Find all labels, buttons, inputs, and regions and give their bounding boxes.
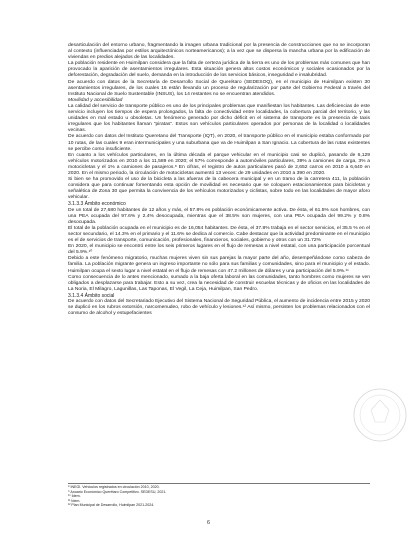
paragraph-labor-displacement: Como consecuencia de lo antes mencionado, sumado a la baja oferta laboral en las comunidades, tanto hombres como mujeres se ven obligados a desplazarse para trabajar. Esto a su vez, crea la necesidad de construir escuelas técnicas y de oficios en las localidades de La Noria, El Milagro, Lagunillas, Las Taponas, El Vegil, La Ceja, Huimilpan, San Pedro. bbox=[68, 274, 370, 292]
paragraph-pea: De un total de 27,680 habitantes de 12 años y más, el 57.8% es población económicamente activa. De ésta, el 61.5% son hombres, con una PEA ocupada del 97.6% y 2.4% desocupada, mientras que el 38.5% son mujeres, con una PEA ocupada del 99.2% y 0.8% desocupada. bbox=[68, 207, 370, 225]
paragraph-land-tenure: La población residente en Huimilpan considera que la falta de certeza jurídica de la tierra es uno de los problemas más comunes que han provocado la aparición de asentamientos irregulares. Esta situación genera altos costos económicos y sociales ocasionados por la deforestación, degradación del suelo, demanda en la introducción de los servicios básicos, inseguridad e insalubridad. bbox=[68, 61, 370, 79]
paragraph-public-security: De acuerdo con datos del Secretariado Ejecutivo del Sistema Nacional de Seguridad Pública, el aumento de incidencia entre 2015 y 2020 se duplicó en los rubros extorsión, narcomenudeo, robo de vehículo y lesiones.¹² Así mismo, persisten los problemas relacionados con el consumo de alcohol y estupefacientes bbox=[68, 299, 370, 317]
paragraph-irregular-settlements: De acuerdo con datos de la Secretaría de Desarrollo Social de Querétaro (SEDESOQ), en el municipio de Huimilpan existen 30 asentamientos irregulares, de los cuales 16 están llevando un proceso de regularización por parte del Gobierno Federal a través del Instituto Nacional de Suelo Sustentable (INSUS), los 14 restantes no se encuentran atendidos. bbox=[68, 79, 370, 97]
paragraph-bicycle: Si bien se ha promovido el uso de la bicicleta a las afueras de la cabecera municipal y en un tramo de la carretera 411, la población considera que para continuar fomentando esta opción de movilidad es necesario que se coloquen estacionamientos para bicicletas y señalética de Zona 30 que permita la convivencia de los vehículos motorizados y ciclistas, sobre todo en las localidades de mayor aforo vehicular. bbox=[68, 177, 370, 201]
document-body bbox=[68, 43, 370, 317]
footnote: ¹² Plan Municipal de Desarrollo, Huimilpan 2021-2024. bbox=[68, 503, 155, 508]
section-title-mobility: Movilidad y accesibilidad bbox=[68, 97, 123, 103]
footnote: ⁹ Anuario Económico Querétaro Competitivo. SEDESU, 2021. bbox=[68, 489, 167, 494]
official-seal-watermark bbox=[349, 370, 411, 460]
page-number: 6 bbox=[206, 520, 211, 526]
section-heading-economic: 3.1.3.3 Ámbito económico bbox=[68, 201, 126, 208]
paragraph-public-transport: La calidad del servicio de transporte público es uno de los principales problemas que manifiestan los habitantes. Las deficiencias de este servicio incluyen los tiempos de espera prolongados, la falta de conectividad entre localidades, la cobertura parcial del territorio, y las unidades en mal estado u obsoletas. Un fenómeno generado por dicho déficit en el sistema de transporte es la presencia de taxis irregulares que los habitantes llaman “piratas”. Estos son vehículos particulares operados por personas de la localidad o localidades vecinas. bbox=[68, 103, 370, 134]
footnote: ⁸ INEGI. Vehículos registrados en circulación 2010, 2020. bbox=[68, 485, 160, 489]
footnotes bbox=[68, 483, 370, 508]
paragraph-migration: Debido a este fenómeno migratorio, muchas mujeres viven sin sus parejas la mayor parte del año, desempeñándose como cabeza de familia. La población migrante genera un ingreso importante no sólo para sus familias y comunidades, sino para el municipio y el estado. Huimilpan ocupa el sexto lugar a nivel estatal en el flujo de remesas con 47.2 millones de dólares y una participación del 5.9%.¹¹ bbox=[68, 256, 370, 274]
footnote: ¹⁰ Ídem. bbox=[68, 494, 81, 499]
section-heading-social: 3.1.3.4 Ámbito social bbox=[68, 292, 115, 299]
footnote: ¹¹ Ídem. bbox=[68, 498, 81, 503]
paragraph-remittances: En 2020, el municipio se encontró entre los seis primeros lugares en el flujo de remesas a nivel estatal, con una participación porcentual del 5.9%.¹⁰ bbox=[68, 244, 370, 256]
paragraph-private-vehicles: En cuanto a los vehículos particulares, en la última década el parque vehicular en el municipio casi se duplicó, pasando de 6,129 vehículos motorizados en 2010 a los 11,589 en 2020; el 57% corresponde a automóviles particulares, 39% a camiones de carga, 3% a motocicletas y el 1% a camiones de pasajeros.⁸ En cifras, el registro de autos particulares pasó de 2,652 carros en 2010 a 6,640 en 2020. En el mismo periodo, la circulación de motocicletas aumentó 13 veces: de 29 unidades en 2010 a 390 en 2020. bbox=[68, 152, 370, 176]
paragraph-iqt-routes: De acuerdo con datos del Instituto Queretano del Transporte (IQT), en 2020, el transporte público en el municipio estaba conformado por 10 rutas, de las cuales 9 eran intermunicipales y una suburbana que va de Huimilpan a San Ignacio. La cobertura de las rutas existentes se percibe como insuficiente. bbox=[68, 134, 370, 152]
paragraph-occupied-population: El total de la población ocupada en el municipio es de 16,054 habitantes. De ésta, el 37.8% trabaja en el sector servicios, el 35.5 % en el sector secundario, el 14.3% en el primario y el 11.6% se dedica al comercio. Cabe destacar que la actividad predominante en el municipio es el de servicios de transporte, comunicación, profesionales, financieros, sociales, gobierno y otros con un 31.72% bbox=[68, 225, 370, 244]
paragraph-urban-disarticulation: desarticulación del entorno urbano, fragmentando la imagen urbana tradicional por la presencia de construcciones que no se incorporan al contexto (influenciadas por estilos arquitectónicos norteamericanos); a la vez que se dispersa la mancha urbana por la edificación de viviendas en predios alejados de las localidades. bbox=[68, 43, 370, 61]
